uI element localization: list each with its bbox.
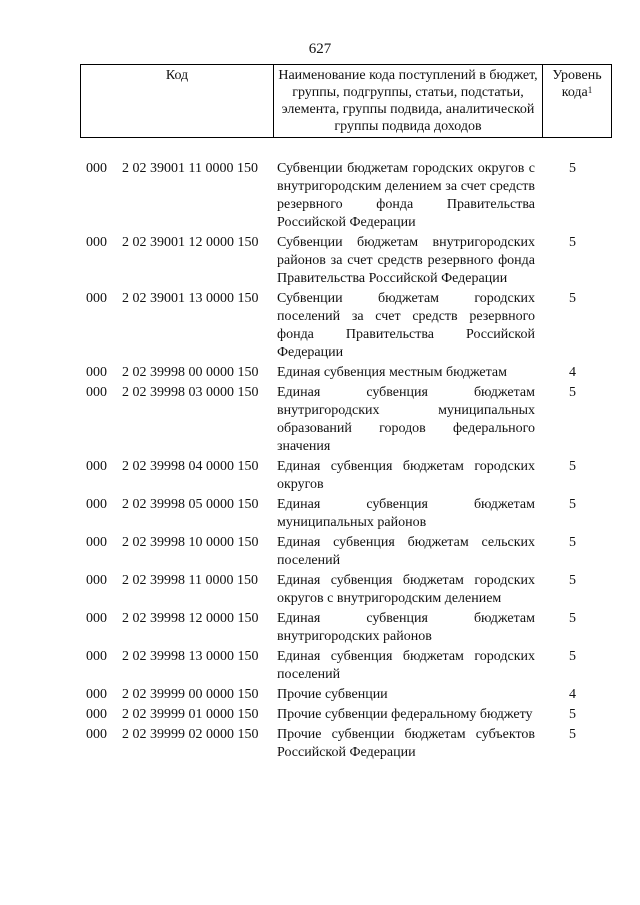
code-level: 5 xyxy=(569,535,576,550)
table-header xyxy=(80,64,612,138)
revenue-name: Единая субвенция бюджетам городских округов с внутригородским делением xyxy=(277,573,535,606)
revenue-name: Прочие субвенции бюджетам субъектов Российской Федерации xyxy=(277,727,535,760)
revenue-name: Единая субвенция местным бюджетам xyxy=(277,365,508,380)
revenue-code: 2 02 39998 00 0000 150 xyxy=(122,365,259,380)
admin-code: 000 xyxy=(86,727,107,742)
code-level: 5 xyxy=(569,611,576,626)
header-name-label: Наименование кода поступлений в бюджет, группы, подгруппы, статьи, подстатьи, элемента, группы подвида, аналитической группы подвида доходов xyxy=(278,68,538,134)
admin-code: 000 xyxy=(86,161,107,176)
admin-code: 000 xyxy=(86,291,107,306)
code-level: 5 xyxy=(569,385,576,400)
code-level: 5 xyxy=(569,291,576,306)
revenue-code: 2 02 39999 02 0000 150 xyxy=(122,727,259,742)
revenue-name: Субвенции бюджетам внутригородских районов за счет средств резервного фонда Правительства Российской Федерации xyxy=(277,235,535,286)
code-level: 5 xyxy=(569,649,576,664)
code-level: 5 xyxy=(569,161,576,176)
revenue-code: 2 02 39998 03 0000 150 xyxy=(122,385,259,400)
revenue-code: 2 02 39998 10 0000 150 xyxy=(122,535,259,550)
table-row xyxy=(80,686,610,704)
revenue-code: 2 02 39998 04 0000 150 xyxy=(122,459,259,474)
code-level: 4 xyxy=(569,687,576,702)
revenue-code: 2 02 39999 01 0000 150 xyxy=(122,707,259,722)
code-level: 5 xyxy=(569,573,576,588)
admin-code: 000 xyxy=(86,611,107,626)
header-level-label: Уровень кода xyxy=(552,68,602,100)
header-level xyxy=(543,65,612,138)
admin-code: 000 xyxy=(86,365,107,380)
code-level: 5 xyxy=(569,459,576,474)
admin-code: 000 xyxy=(86,459,107,474)
table-row xyxy=(80,290,610,362)
revenue-code-list xyxy=(80,160,610,764)
revenue-name: Субвенции бюджетам городских поселений за счет средств резервного фонда Правительства Российской Федерации xyxy=(277,291,535,360)
admin-code: 000 xyxy=(86,687,107,702)
revenue-name: Единая субвенция бюджетам внутригородских муниципальных образований городов федерального значения xyxy=(277,385,535,454)
header-level-footnote: 1 xyxy=(587,85,593,95)
revenue-name: Субвенции бюджетам городских округов с внутригородским делением за счет средств резервного фонда Правительства Российской Федерации xyxy=(277,161,535,230)
table-row xyxy=(80,384,610,456)
revenue-code: 2 02 39998 05 0000 150 xyxy=(122,497,259,512)
revenue-name: Единая субвенция бюджетам городских округов xyxy=(277,459,535,492)
table-row xyxy=(80,610,610,646)
admin-code: 000 xyxy=(86,573,107,588)
code-level: 5 xyxy=(569,727,576,742)
table-row xyxy=(80,364,610,382)
admin-code: 000 xyxy=(86,535,107,550)
code-level: 5 xyxy=(569,497,576,512)
header-code xyxy=(81,65,274,138)
table-row xyxy=(80,160,610,232)
table-row xyxy=(80,534,610,570)
table-row xyxy=(80,572,610,608)
revenue-code: 2 02 39998 11 0000 150 xyxy=(122,573,258,588)
header-name xyxy=(274,65,543,138)
table-row xyxy=(80,648,610,684)
admin-code: 000 xyxy=(86,649,107,664)
revenue-code: 2 02 39998 12 0000 150 xyxy=(122,611,259,626)
admin-code: 000 xyxy=(86,235,107,250)
code-level: 5 xyxy=(569,707,576,722)
revenue-code: 2 02 39999 00 0000 150 xyxy=(122,687,259,702)
revenue-name: Единая субвенция бюджетам сельских поселений xyxy=(277,535,535,568)
page-number: 627 xyxy=(308,41,332,57)
revenue-name: Прочие субвенции xyxy=(277,687,388,702)
table-row xyxy=(80,458,610,494)
header-code-label: Код xyxy=(165,68,189,83)
admin-code: 000 xyxy=(86,707,107,722)
code-level: 4 xyxy=(569,365,576,380)
table-row xyxy=(80,706,610,724)
revenue-name: Единая субвенция бюджетам муниципальных районов xyxy=(277,497,535,530)
admin-code: 000 xyxy=(86,385,107,400)
revenue-code: 2 02 39001 11 0000 150 xyxy=(122,161,258,176)
revenue-code: 2 02 39998 13 0000 150 xyxy=(122,649,259,664)
table-row xyxy=(80,234,610,288)
table-row xyxy=(80,496,610,532)
revenue-name: Единая субвенция бюджетам городских поселений xyxy=(277,649,535,682)
revenue-code: 2 02 39001 13 0000 150 xyxy=(122,291,259,306)
revenue-code: 2 02 39001 12 0000 150 xyxy=(122,235,259,250)
revenue-name: Единая субвенция бюджетам внутригородских районов xyxy=(277,611,535,644)
table-row xyxy=(80,726,610,762)
code-level: 5 xyxy=(569,235,576,250)
admin-code: 000 xyxy=(86,497,107,512)
revenue-name: Прочие субвенции федеральному бюджету xyxy=(277,707,533,722)
